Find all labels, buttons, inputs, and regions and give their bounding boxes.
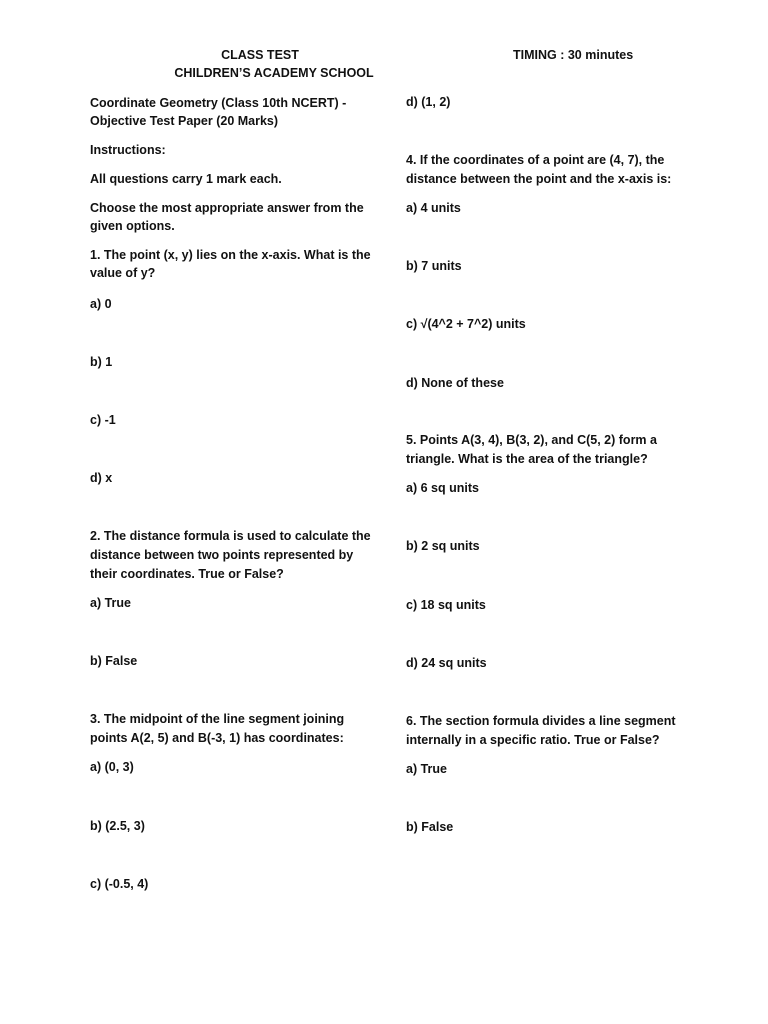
question-6-text: 6. The section formula divides a line segment: [406, 714, 676, 728]
question-3-option-d: d) (1, 2): [406, 95, 451, 109]
timing-label: TIMING : 30 minutes: [513, 48, 634, 62]
question-5-text: triangle. What is the area of the triangle?: [406, 452, 648, 466]
question-2-option-b: b) False: [90, 654, 138, 668]
question-3-option-c: c) (-0.5, 4): [90, 877, 149, 891]
question-3-text: points A(2, 5) and B(-3, 1) has coordinates:: [90, 731, 344, 745]
question-6-option-b: b) False: [406, 820, 454, 834]
school-name: CHILDREN’S ACADEMY SCHOOL: [174, 66, 374, 80]
question-4-option-c: c) √(4^2 + 7^2) units: [406, 317, 526, 331]
question-2-text: distance between two points represented by: [90, 548, 354, 562]
paper-title-line2: Objective Test Paper (20 Marks): [90, 114, 279, 128]
question-4-option-a: a) 4 units: [406, 201, 461, 215]
question-1-text: value of y?: [90, 266, 156, 280]
question-2-option-a: a) True: [90, 596, 131, 610]
instructions-heading: Instructions:: [90, 143, 166, 157]
question-1-text: 1. The point (x, y) lies on the x-axis. What is the: [90, 248, 371, 262]
question-1-option-a: a) 0: [90, 297, 112, 311]
question-4-text: distance between the point and the x-axis is:: [406, 172, 672, 186]
question-2-text: 2. The distance formula is used to calculate the: [90, 529, 371, 543]
question-4-option-b: b) 7 units: [406, 259, 462, 273]
instruction-rule-2-line1: Choose the most appropriate answer from the: [90, 201, 364, 215]
question-5-option-b: b) 2 sq units: [406, 539, 480, 553]
question-3-option-b: b) (2.5, 3): [90, 819, 145, 833]
question-1-option-b: b) 1: [90, 355, 113, 369]
question-4-text: 4. If the coordinates of a point are (4, 7), the: [406, 153, 665, 167]
question-5-option-c: c) 18 sq units: [406, 598, 486, 612]
question-5-option-d: d) 24 sq units: [406, 656, 487, 670]
instruction-rule-2-line2: given options.: [90, 219, 175, 233]
question-3-text: 3. The midpoint of the line segment joining: [90, 712, 345, 726]
instruction-rule-1: All questions carry 1 mark each.: [90, 172, 282, 186]
test-title: CLASS TEST: [221, 48, 299, 62]
question-5-text: 5. Points A(3, 4), B(3, 2), and C(5, 2) form a: [406, 433, 657, 447]
question-6-text: internally in a specific ratio. True or False?: [406, 733, 660, 747]
question-3-option-a: a) (0, 3): [90, 760, 134, 774]
question-5-option-a: a) 6 sq units: [406, 481, 479, 495]
question-4-option-d: d) None of these: [406, 376, 504, 390]
question-2-text: their coordinates. True or False?: [90, 567, 284, 581]
question-1-option-d: d) x: [90, 471, 113, 485]
paper-title-line1: Coordinate Geometry (Class 10th NCERT) -: [90, 96, 347, 110]
question-6-option-a: a) True: [406, 762, 447, 776]
question-1-option-c: c) -1: [90, 413, 116, 427]
